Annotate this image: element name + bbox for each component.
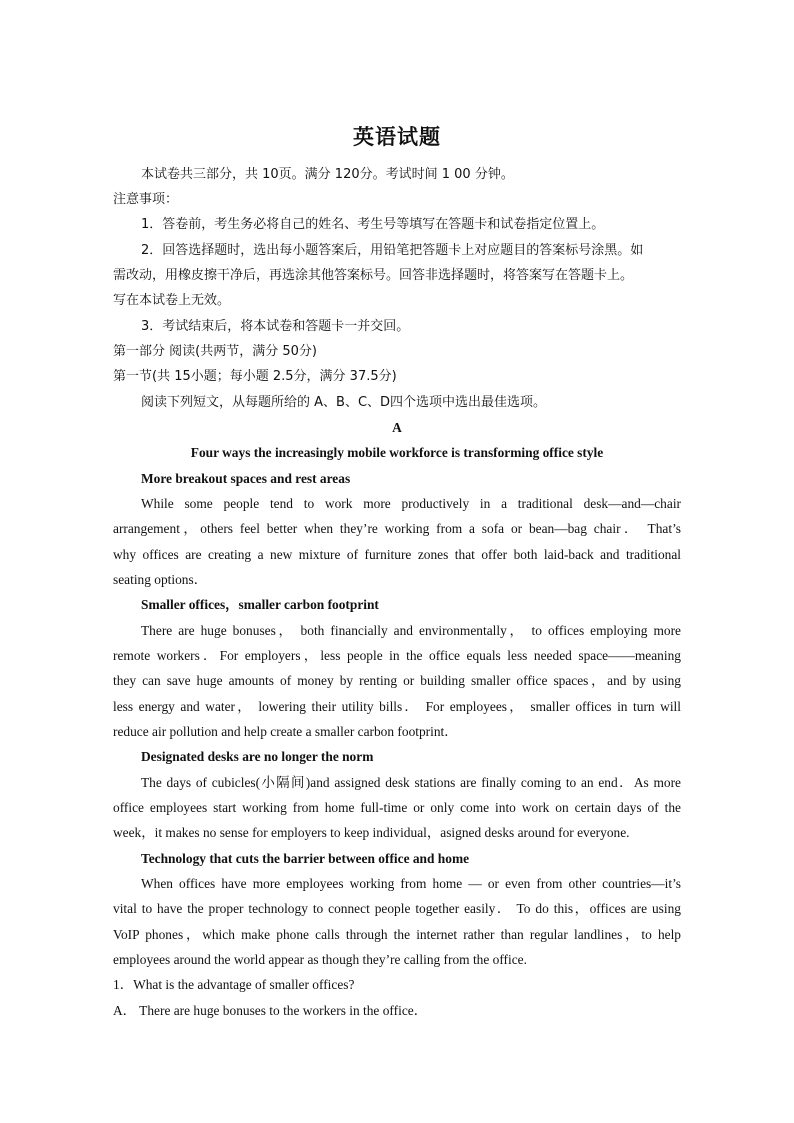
- paragraph-line: There are huge bonuses， both financially and environmentally， to offices employing more: [141, 623, 681, 638]
- notice-item-3: 3．考试结束后，将本试卷和答题卡一并交回。: [141, 319, 410, 334]
- question-option-a: A． There are huge bonuses to the workers in the office．: [113, 1003, 428, 1018]
- notice-item-2: 2．回答选择题时，选出每小题答案后，用铅笔把答题卡上对应题目的答案标号涂黑。如: [141, 243, 644, 258]
- paragraph-line: seating options．: [113, 572, 208, 587]
- page-title: 英语试题: [353, 124, 441, 149]
- notice-item-1: 1．答卷前，考生务必将自己的姓名、考生号等填写在答题卡和试卷指定位置上。: [141, 217, 605, 232]
- question-stem: 1．What is the advantage of smaller offices?: [113, 977, 355, 992]
- paragraph-line: they can save huge amounts of money by renting or building smaller office spaces，and by using: [113, 673, 681, 688]
- section-heading: 第一节(共 15小题；每小题 2.5分，满分 37.5分): [113, 369, 397, 384]
- paragraph-line: remote workers．For employers，less people in the office equals less needed space——meaning: [113, 648, 681, 663]
- passage-title: Four ways the increasingly mobile workforce is transforming office style: [190, 445, 604, 460]
- notice-item-2-cont: 需改动，用橡皮擦干净后，再选涂其他答案标号。回答非选择题时，将答案写在答题卡上。: [113, 268, 634, 283]
- paragraph-line: less energy and water， lowering their utility bills． For employees， smaller offices in turn will: [113, 699, 681, 714]
- paragraph-line: The days of cubicles(小隔间)and assigned desk stations are finally coming to an end．As more: [141, 775, 681, 790]
- notice-heading: 注意事项：: [113, 192, 179, 207]
- part-heading: 第一部分 阅读(共两节，满分 50分): [113, 344, 317, 359]
- passage-label: A: [392, 420, 402, 435]
- subheading: Smaller offices，smaller carbon footprint: [141, 597, 379, 612]
- paragraph-line: week，it makes no sense for employers to keep individual，asigned desks around for everyone.: [113, 825, 630, 840]
- paragraph-line: VoIP phones，which make phone calls through the internet rather than regular landlines，to help: [113, 927, 681, 942]
- subheading: Technology that cuts the barrier between office and home: [141, 851, 470, 866]
- subheading: More breakout spaces and rest areas: [141, 471, 351, 486]
- notice-item-2-end: 写在本试卷上无效。: [113, 293, 231, 308]
- paragraph-line: office employees start working from home full-time or only come into work on certain days of the: [113, 800, 681, 815]
- intro-line: 本试卷共三部分，共 10页。满分 120分。考试时间 1 00 分钟。: [141, 167, 514, 182]
- paragraph-line: employees around the world appear as though they’re calling from the office.: [113, 952, 527, 967]
- paragraph-line: why offices are creating a new mixture of furniture zones that offer both laid-back and traditional: [113, 547, 681, 562]
- paragraph-line: While some people tend to work more productively in a traditional desk—and—chair: [141, 496, 681, 511]
- paragraph-line: vital to have the proper technology to connect people together easily． To do this，offices are using: [113, 901, 681, 916]
- paragraph-line: arrangement，others feel better when they’re working from a sofa or bean—bag chair． That’s: [113, 521, 681, 536]
- paragraph-line: reduce air pollution and help create a smaller carbon footprint．: [113, 724, 458, 739]
- paragraph-line: When offices have more employees working from home — or even from other countries—it’s: [141, 876, 681, 891]
- section-instruction: 阅读下列短文，从每题所给的 A、B、C、D四个选项中选出最佳选项。: [141, 395, 547, 410]
- subheading: Designated desks are no longer the norm: [141, 749, 374, 764]
